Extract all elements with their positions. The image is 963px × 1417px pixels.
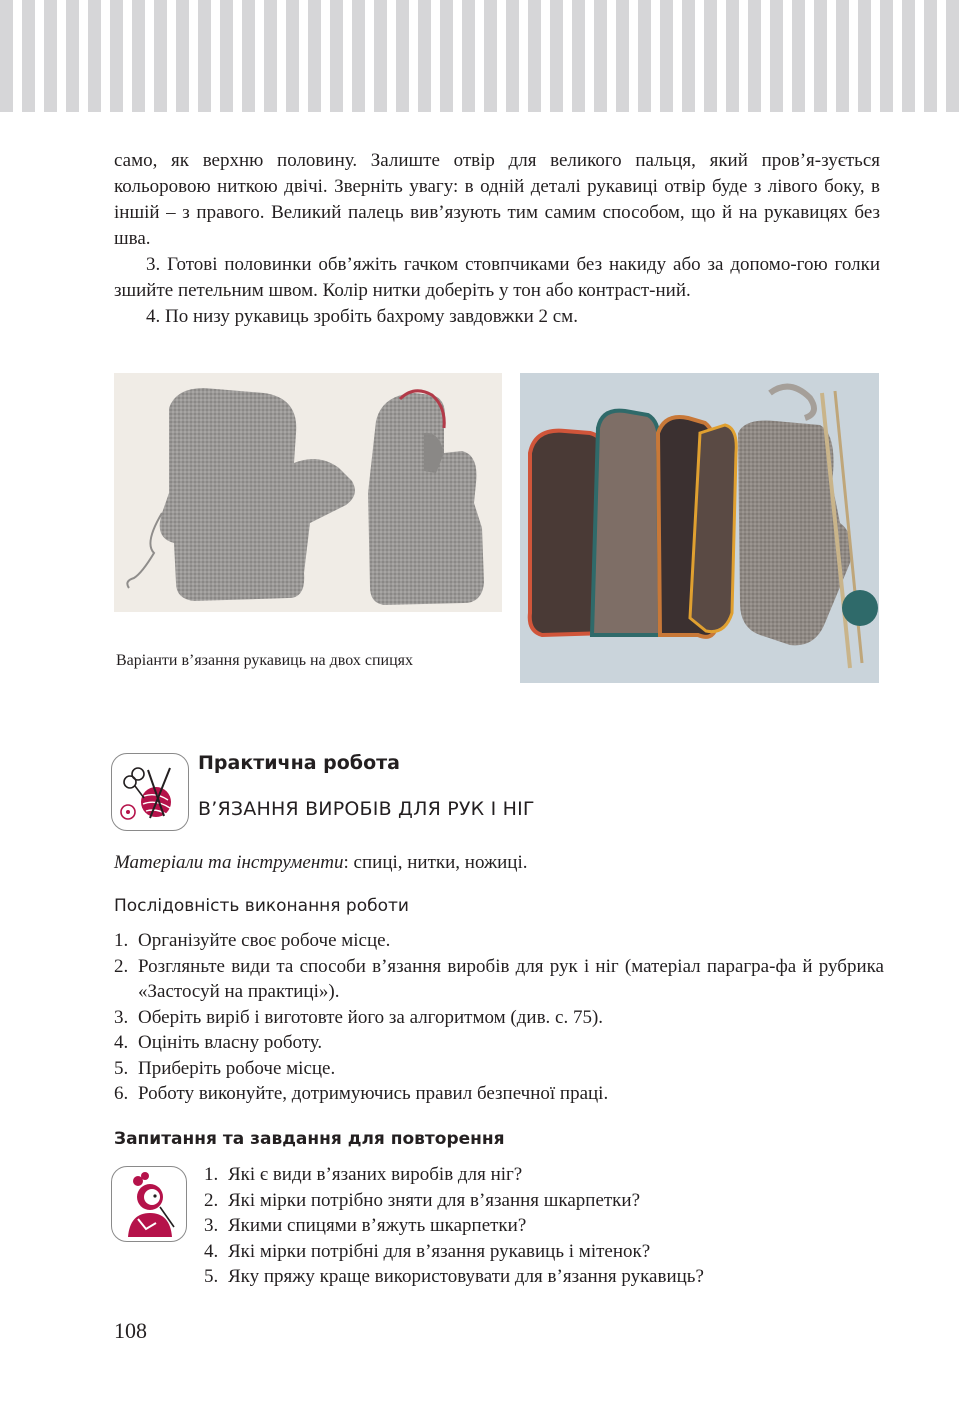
- list-item: 2. Розгляньте види та способи в’язання виробів для рук і ніг (матеріал парагра-фа й рубрика «Застосуй на практиці»).: [114, 955, 884, 1002]
- materials-label: Матеріали та інструменти: [114, 852, 344, 873]
- list-item: 3. Якими спицями в’яжуть шкарпетки?: [204, 1215, 527, 1236]
- sequence-title: Послідовність виконання роботи: [114, 896, 409, 916]
- list-item: 1. Організуйте своє робоче місце.: [114, 930, 391, 951]
- knitting-tools-icon: [111, 753, 189, 831]
- list-item: 2. Які мірки потрібно зняти для в’язання шкарпетки?: [204, 1189, 641, 1211]
- list-item: 3. Оберіть виріб і виготовте його за алгоритмом (див. с. 75).: [114, 1006, 604, 1028]
- header-stripes: [0, 0, 963, 112]
- practical-work-title: Практична робота: [198, 752, 400, 774]
- intro-paragraph-1: само, як верхню половину. Залиште отвір для великого пальця, який пров’я-зується кольоровою ниткою двічі. Зверніть увагу: в одній деталі рукавиці отвір буде з лівого боку, в іншій – з правого. Великий палець вив’язують тим самим способом, що й на рукавицях без шва.: [114, 150, 880, 249]
- questions-list: [204, 1162, 884, 1290]
- list-item: 5. Приберіть робоче місце.: [114, 1057, 336, 1079]
- list-item: 5. Яку пряжу краще використовувати для в’язання рукавиць?: [204, 1266, 704, 1287]
- list-item: 6. Роботу виконуйте, дотримуючись правил безпечної праці.: [114, 1083, 609, 1104]
- intro-paragraph-3: 4. По низу рукавиць зробіть бахрому завдовжки 2 см.: [146, 306, 578, 327]
- colorful-mittens-photo: [520, 373, 879, 683]
- materials-line: [114, 850, 528, 876]
- practical-work-subtitle: В’ЯЗАННЯ ВИРОБІВ ДЛЯ РУК І НІГ: [198, 798, 535, 820]
- photo-caption: Варіанти в’язання рукавиць на двох спицях: [116, 652, 413, 669]
- list-item: 4. Які мірки потрібні для в’язання рукавиць і мітенок?: [204, 1240, 651, 1262]
- intro-paragraph-2: 3. Готові половинки обв’яжіть гачком стовпчиками без накиду або за допомо-гою голки зшийте петельним швом. Колір нитки доберіть у тон або контраст-ний.: [114, 254, 880, 301]
- materials-text: : спиці, нитки, ножиці.: [343, 852, 528, 873]
- steps-list: [114, 928, 884, 1107]
- list-item: 4. Оцініть власну роботу.: [114, 1032, 323, 1053]
- intro-text: [114, 148, 880, 330]
- knitted-mittens-photo: [114, 373, 502, 612]
- questions-title: Запитання та завдання для повторення: [114, 1129, 505, 1149]
- page-number: 108: [114, 1318, 147, 1343]
- list-item: 1. Які є види в’язаних виробів для ніг?: [204, 1164, 523, 1185]
- thinking-girl-icon: [111, 1166, 187, 1242]
